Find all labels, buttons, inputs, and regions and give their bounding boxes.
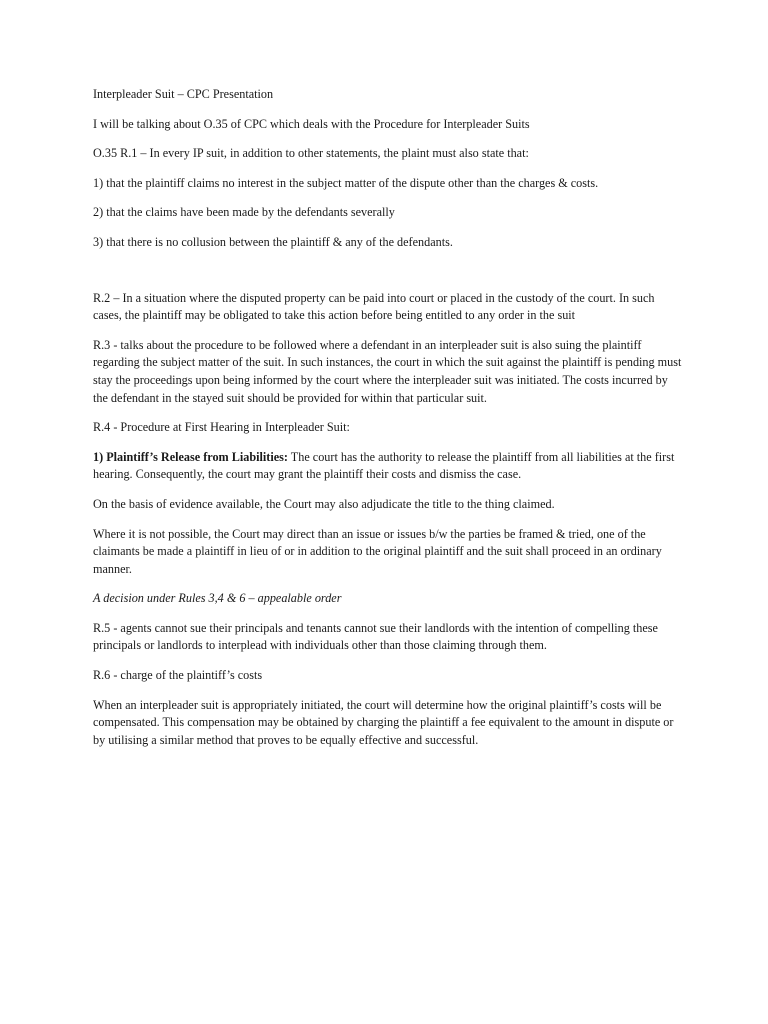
rule4-heading: R.4 - Procedure at First Hearing in Interpleader Suit: (93, 420, 350, 435)
rule6-paragraph: When an interpleader suit is appropriately initiated, the court will determine how the original plaintiff’s costs will be compensated. This compensation may be obtained by charging the plaintiff a fee equivalent to the amount in dispute or by utilising a similar method that proves to be equally effective and successful. (93, 697, 674, 747)
rule1-point-1: 1) that the plaintiff claims no interest in the subject matter of the dispute other than the charges & costs. (93, 175, 599, 190)
rule1-point-3: 3) that there is no collusion between the plaintiff & any of the defendants. (93, 234, 453, 249)
document-page (93, 86, 683, 761)
rule4-evidence-paragraph: On the basis of evidence available, the Court may also adjudicate the title to the thing claimed. (93, 496, 555, 511)
document-title: Interpleader Suit – CPC Presentation (93, 87, 274, 101)
rule3-paragraph: R.3 - talks about the procedure to be followed where a defendant in an interpleader suit is also suing the plaintiff regarding the subject matter of the suit. In such instances, the court in which the suit against the plaintiff is pending must stay the proceedings upon being informed by the court where the interpleader suit was initiated. The costs incurred by the defendant in the stayed suit should be provided for within that particular suit. (93, 337, 682, 405)
rule4-point-1-text: The court has the authority to release the plaintiff from all liabilities at the first hearing. Consequently, the court may grant the plaintiff their costs and dismiss the case. (93, 449, 675, 482)
rule4-point-1 (93, 449, 683, 484)
rule2-paragraph: R.2 – In a situation where the disputed property can be paid into court or placed in the custody of the court. In such cases, the plaintiff may be obligated to take this action before being entitled to any order in the suit (93, 290, 655, 323)
rule4-issues-paragraph: Where it is not possible, the Court may direct than an issue or issues b/w the parties be framed & tried, one of the claimants be made a plaintiff in lieu of or in addition to the original plaintiff and the suit shall proceed in an ordinary manner. (93, 526, 662, 576)
rule5-paragraph: R.5 - agents cannot sue their principals and tenants cannot sue their landlords with the intention of compelling these principals or landlords to interplead with individuals other than those claiming through them. (93, 620, 658, 653)
rule1-heading: O.35 R.1 – In every IP suit, in addition to other statements, the plaint must also state that: (93, 146, 529, 161)
rule6-heading: R.6 - charge of the plaintiff’s costs (93, 668, 263, 683)
rule1-point-2: 2) that the claims have been made by the defendants severally (93, 205, 395, 220)
appealable-note: A decision under Rules 3,4 & 6 – appealable order (93, 591, 342, 606)
rule4-point-1-label: 1) Plaintiff’s Release from Liabilities: (93, 449, 288, 464)
intro-paragraph: I will be talking about O.35 of CPC which deals with the Procedure for Interpleader Suits (93, 116, 530, 131)
